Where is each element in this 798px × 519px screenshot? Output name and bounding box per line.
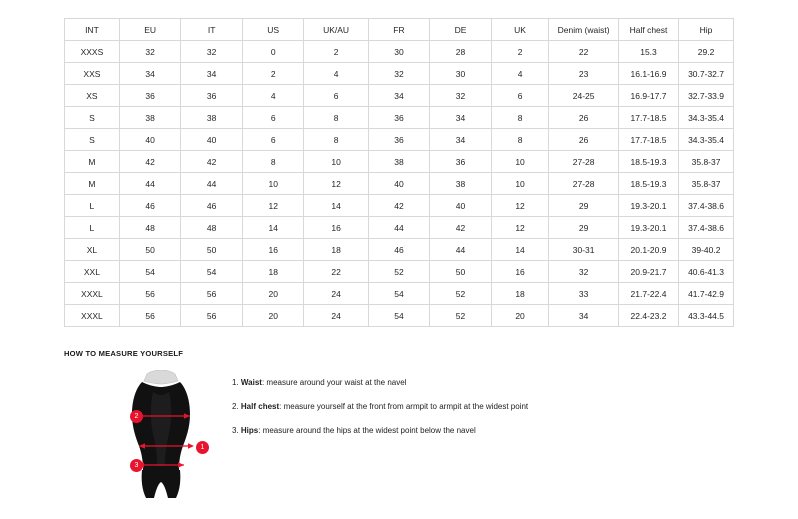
measure-item-text: : measure around the hips at the widest point below the navel xyxy=(258,426,476,435)
size-cell: 50 xyxy=(430,261,492,283)
size-cell: 14 xyxy=(242,217,304,239)
table-row xyxy=(65,283,734,305)
size-cell: 16.1-16.9 xyxy=(618,63,678,85)
size-cell: 54 xyxy=(119,261,181,283)
measure-item-number: 1. xyxy=(232,378,239,387)
size-cell: 21.7-22.4 xyxy=(618,283,678,305)
column-header-denim-waist: Denim (waist) xyxy=(549,19,619,41)
size-cell: 8 xyxy=(304,129,368,151)
size-cell: 46 xyxy=(119,195,181,217)
size-cell: 20.9-21.7 xyxy=(618,261,678,283)
size-cell: 17.7-18.5 xyxy=(618,107,678,129)
size-cell: 38 xyxy=(181,107,243,129)
size-cell: 10 xyxy=(304,151,368,173)
measure-instruction-list xyxy=(232,370,528,450)
size-cell: 32 xyxy=(181,41,243,63)
size-cell: 30 xyxy=(430,63,492,85)
size-cell: 34 xyxy=(119,63,181,85)
mannequin-icon xyxy=(106,370,216,505)
size-cell: 41.7-42.9 xyxy=(679,283,734,305)
size-cell-int: M xyxy=(65,151,120,173)
table-row xyxy=(65,261,734,283)
size-cell: 8 xyxy=(304,107,368,129)
table-row xyxy=(65,63,734,85)
size-cell: 34 xyxy=(181,63,243,85)
size-cell: 16 xyxy=(491,261,549,283)
size-cell: 39-40.2 xyxy=(679,239,734,261)
size-cell: 20 xyxy=(491,305,549,327)
how-to-measure-section xyxy=(64,349,744,505)
size-cell: 40.6-41.3 xyxy=(679,261,734,283)
column-header-uk: UK xyxy=(491,19,549,41)
size-chart-container xyxy=(64,18,734,327)
badge-hips: 3 xyxy=(130,459,143,472)
size-cell: 20.1-20.9 xyxy=(618,239,678,261)
size-cell: 34 xyxy=(430,107,492,129)
size-cell: 24-25 xyxy=(549,85,619,107)
size-cell-int: L xyxy=(65,195,120,217)
size-cell: 50 xyxy=(119,239,181,261)
size-cell: 56 xyxy=(119,283,181,305)
column-header-de: DE xyxy=(430,19,492,41)
column-header-it: IT xyxy=(181,19,243,41)
size-cell: 46 xyxy=(181,195,243,217)
size-cell: 16.9-17.7 xyxy=(618,85,678,107)
size-cell: 16 xyxy=(242,239,304,261)
size-cell: 14 xyxy=(491,239,549,261)
size-cell-int: XXXS xyxy=(65,41,120,63)
size-cell: 44 xyxy=(368,217,430,239)
size-cell: 34 xyxy=(549,305,619,327)
size-cell: 32 xyxy=(119,41,181,63)
size-cell: 10 xyxy=(242,173,304,195)
size-cell-int: L xyxy=(65,217,120,239)
size-cell: 16 xyxy=(304,217,368,239)
size-cell: 42 xyxy=(181,151,243,173)
size-cell: 30.7-32.7 xyxy=(679,63,734,85)
size-cell: 54 xyxy=(181,261,243,283)
size-cell: 40 xyxy=(368,173,430,195)
size-cell-int: S xyxy=(65,129,120,151)
size-cell: 14 xyxy=(304,195,368,217)
size-cell: 32 xyxy=(368,63,430,85)
size-cell: 52 xyxy=(430,283,492,305)
size-cell: 2 xyxy=(304,41,368,63)
size-cell: 17.7-18.5 xyxy=(618,129,678,151)
column-header-uk-au: UK/AU xyxy=(304,19,368,41)
column-header-half-chest: Half chest xyxy=(618,19,678,41)
measure-item-number: 3. xyxy=(232,426,239,435)
size-cell: 26 xyxy=(549,107,619,129)
column-header-eu: EU xyxy=(119,19,181,41)
size-cell: 8 xyxy=(491,107,549,129)
column-header-int: INT xyxy=(65,19,120,41)
table-row xyxy=(65,173,734,195)
size-cell: 22 xyxy=(304,261,368,283)
size-cell: 12 xyxy=(491,195,549,217)
size-cell: 29 xyxy=(549,217,619,239)
size-cell: 18 xyxy=(242,261,304,283)
size-cell: 8 xyxy=(491,129,549,151)
size-cell: 40 xyxy=(119,129,181,151)
size-cell: 23 xyxy=(549,63,619,85)
size-cell: 36 xyxy=(181,85,243,107)
size-cell: 27-28 xyxy=(549,151,619,173)
size-cell: 44 xyxy=(119,173,181,195)
table-header-row xyxy=(65,19,734,41)
size-cell: 6 xyxy=(304,85,368,107)
size-cell: 48 xyxy=(181,217,243,239)
size-cell: 20 xyxy=(242,283,304,305)
size-cell: 35.8-37 xyxy=(679,151,734,173)
size-cell: 36 xyxy=(368,107,430,129)
size-cell: 12 xyxy=(491,217,549,239)
list-item xyxy=(232,402,528,412)
mannequin-figure xyxy=(106,370,216,505)
size-cell: 2 xyxy=(491,41,549,63)
size-cell: 0 xyxy=(242,41,304,63)
badge-half-chest: 2 xyxy=(130,410,143,423)
size-cell: 30 xyxy=(368,41,430,63)
list-item xyxy=(232,378,528,388)
size-cell: 6 xyxy=(242,129,304,151)
size-cell: 10 xyxy=(491,173,549,195)
column-header-us: US xyxy=(242,19,304,41)
size-cell: 52 xyxy=(368,261,430,283)
size-cell: 18 xyxy=(304,239,368,261)
list-item xyxy=(232,426,528,436)
size-cell: 46 xyxy=(368,239,430,261)
size-cell: 12 xyxy=(304,173,368,195)
size-cell: 4 xyxy=(304,63,368,85)
table-row xyxy=(65,129,734,151)
table-row xyxy=(65,217,734,239)
size-cell: 35.8-37 xyxy=(679,173,734,195)
size-cell: 12 xyxy=(242,195,304,217)
badge-waist: 1 xyxy=(196,441,209,454)
size-cell: 36 xyxy=(368,129,430,151)
size-cell: 10 xyxy=(491,151,549,173)
measure-item-number: 2. xyxy=(232,402,239,411)
size-cell: 42 xyxy=(119,151,181,173)
size-cell: 18 xyxy=(491,283,549,305)
size-cell: 42 xyxy=(368,195,430,217)
size-cell: 44 xyxy=(181,173,243,195)
size-cell: 24 xyxy=(304,305,368,327)
size-cell: 54 xyxy=(368,305,430,327)
size-cell: 34 xyxy=(430,129,492,151)
size-cell-int: XXL xyxy=(65,261,120,283)
size-cell: 40 xyxy=(181,129,243,151)
size-cell: 6 xyxy=(491,85,549,107)
size-cell: 32.7-33.9 xyxy=(679,85,734,107)
table-row xyxy=(65,239,734,261)
size-cell: 38 xyxy=(368,151,430,173)
size-cell: 22 xyxy=(549,41,619,63)
table-row xyxy=(65,305,734,327)
size-cell: 34 xyxy=(368,85,430,107)
measure-item-text: : measure around your waist at the navel xyxy=(261,378,407,387)
size-cell: 2 xyxy=(242,63,304,85)
size-cell: 29.2 xyxy=(679,41,734,63)
size-cell: 38 xyxy=(430,173,492,195)
size-cell: 32 xyxy=(549,261,619,283)
size-cell: 19.3-20.1 xyxy=(618,217,678,239)
size-cell: 37.4-38.6 xyxy=(679,195,734,217)
size-cell: 18.5-19.3 xyxy=(618,173,678,195)
size-cell: 6 xyxy=(242,107,304,129)
measure-item-text: : measure yourself at the front from armpit to armpit at the widest point xyxy=(279,402,529,411)
table-row xyxy=(65,107,734,129)
column-header-hip: Hip xyxy=(679,19,734,41)
size-chart-table xyxy=(64,18,734,327)
size-cell-int: M xyxy=(65,173,120,195)
size-cell: 34.3-35.4 xyxy=(679,129,734,151)
size-cell: 4 xyxy=(491,63,549,85)
size-cell: 29 xyxy=(549,195,619,217)
measure-item-term: Half chest xyxy=(240,402,280,411)
size-cell: 8 xyxy=(242,151,304,173)
size-cell: 54 xyxy=(368,283,430,305)
size-cell: 27-28 xyxy=(549,173,619,195)
size-cell: 4 xyxy=(242,85,304,107)
size-cell-int: XXXL xyxy=(65,305,120,327)
size-cell: 26 xyxy=(549,129,619,151)
size-cell: 48 xyxy=(119,217,181,239)
size-cell: 36 xyxy=(430,151,492,173)
column-header-fr: FR xyxy=(368,19,430,41)
size-cell-int: XXS xyxy=(65,63,120,85)
size-cell: 18.5-19.3 xyxy=(618,151,678,173)
size-cell: 42 xyxy=(430,217,492,239)
size-cell: 22.4-23.2 xyxy=(618,305,678,327)
size-cell: 34.3-35.4 xyxy=(679,107,734,129)
size-cell: 30-31 xyxy=(549,239,619,261)
size-cell: 24 xyxy=(304,283,368,305)
size-cell: 20 xyxy=(242,305,304,327)
table-row xyxy=(65,151,734,173)
size-cell-int: S xyxy=(65,107,120,129)
table-row xyxy=(65,41,734,63)
size-cell: 33 xyxy=(549,283,619,305)
size-cell: 56 xyxy=(181,283,243,305)
table-row xyxy=(65,85,734,107)
size-cell: 52 xyxy=(430,305,492,327)
size-cell: 40 xyxy=(430,195,492,217)
size-cell: 37.4-38.6 xyxy=(679,217,734,239)
size-cell: 32 xyxy=(430,85,492,107)
size-cell: 56 xyxy=(119,305,181,327)
size-cell-int: XXXL xyxy=(65,283,120,305)
how-to-measure-title: HOW TO MEASURE YOURSELF xyxy=(64,349,184,358)
size-cell: 28 xyxy=(430,41,492,63)
size-cell: 43.3-44.5 xyxy=(679,305,734,327)
how-to-measure-body xyxy=(64,370,744,505)
size-cell: 50 xyxy=(181,239,243,261)
size-cell-int: XS xyxy=(65,85,120,107)
size-cell: 56 xyxy=(181,305,243,327)
measure-item-term: Hips xyxy=(240,426,259,435)
measure-item-term: Waist xyxy=(240,378,262,387)
size-cell: 19.3-20.1 xyxy=(618,195,678,217)
size-cell-int: XL xyxy=(65,239,120,261)
size-cell: 36 xyxy=(119,85,181,107)
table-row xyxy=(65,195,734,217)
size-cell: 15.3 xyxy=(618,41,678,63)
size-cell: 38 xyxy=(119,107,181,129)
size-cell: 44 xyxy=(430,239,492,261)
